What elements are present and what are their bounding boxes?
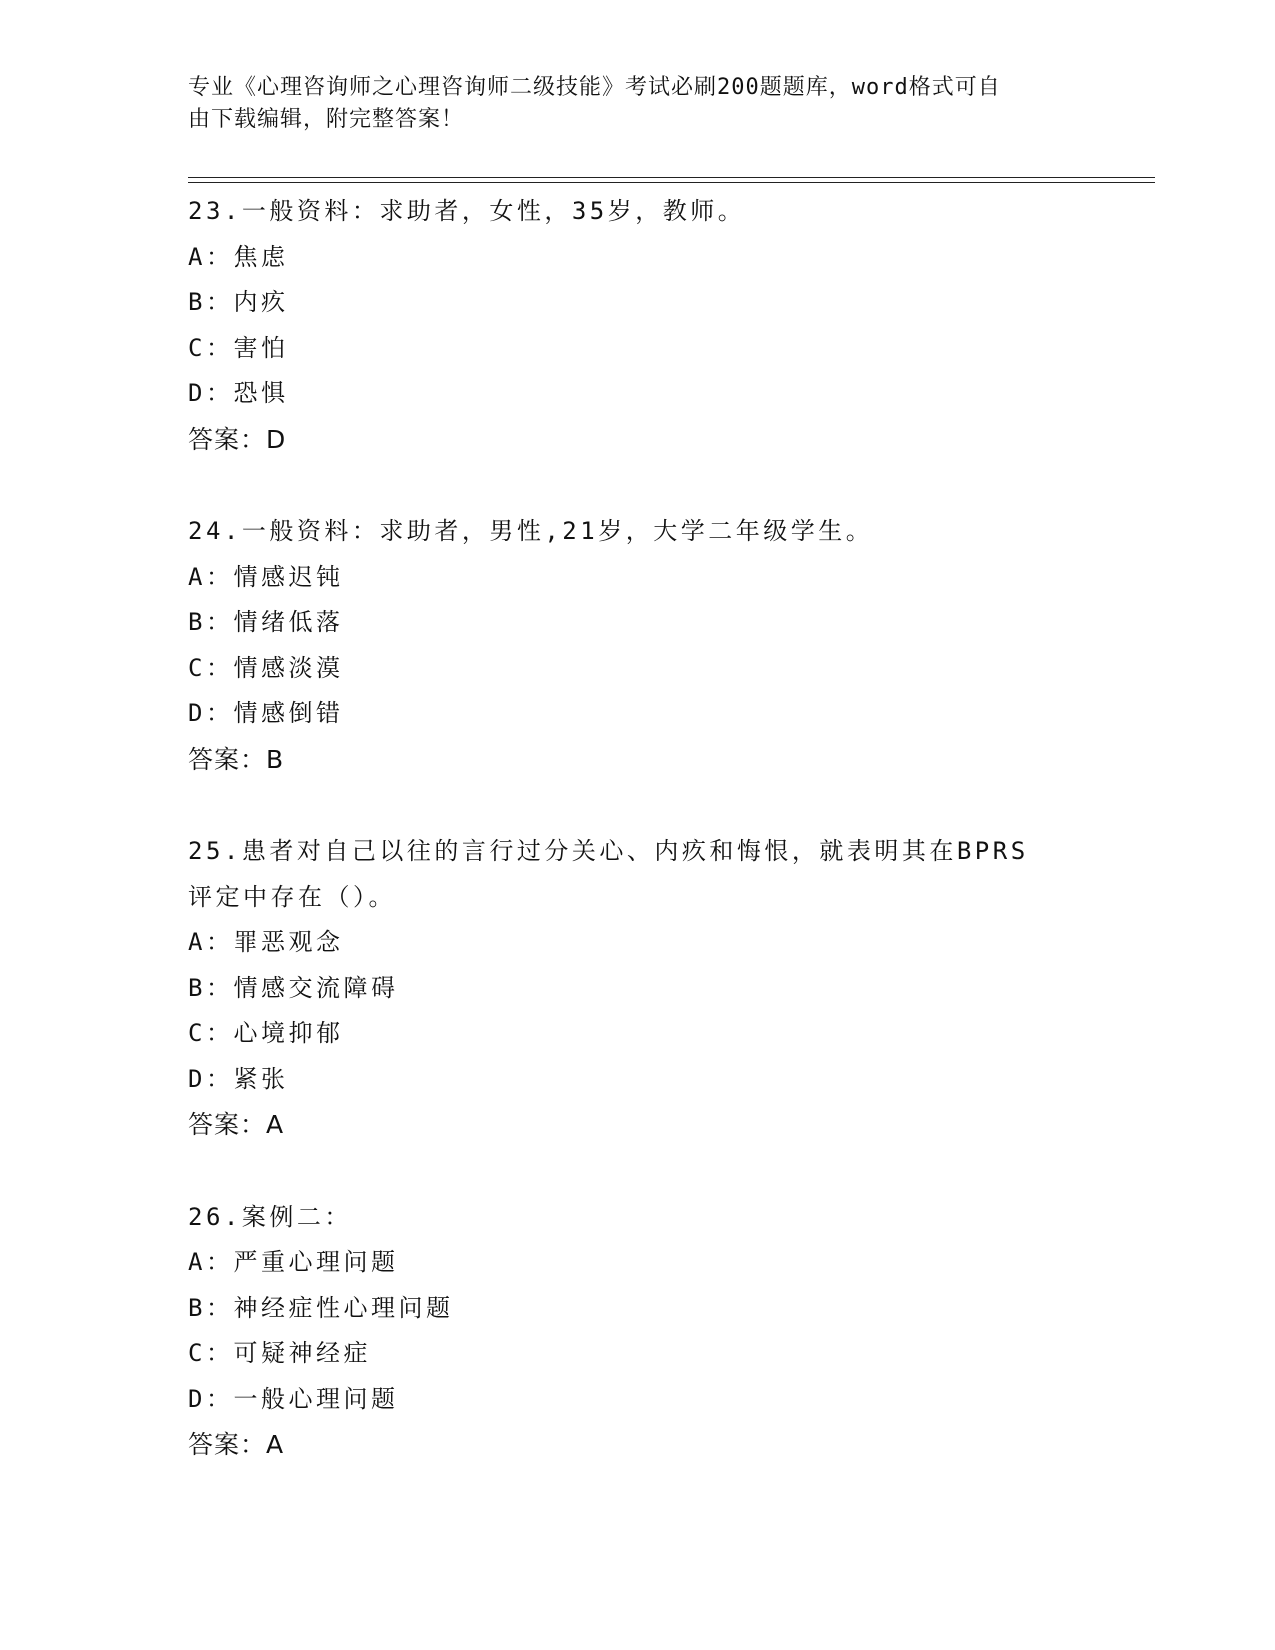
question-24 — [188, 509, 1088, 782]
answer-label: 答案：A — [188, 1110, 285, 1139]
answer-label: 答案：A — [188, 1430, 285, 1459]
option-b: B：情感交流障碍 — [188, 973, 399, 1002]
question-25 — [188, 829, 1088, 1148]
question-list — [188, 189, 1088, 1515]
option-c: C：情感淡漠 — [188, 653, 344, 682]
option-c: C：害怕 — [188, 333, 289, 362]
question-26 — [188, 1195, 1088, 1468]
option-b: B：神经症性心理问题 — [188, 1293, 454, 1322]
option-a: A：严重心理问题 — [188, 1248, 399, 1276]
question-text-line-1: 25.患者对自己以往的言行过分关心、内疚和悔恨，就表明其在BPRS — [188, 837, 1029, 865]
question-text: 26.案例二： — [188, 1202, 352, 1231]
header-line-1: 专业《心理咨询师之心理咨询师二级技能》考试必刷200题题库，word格式可自 — [188, 75, 1001, 100]
option-d: D：一般心理问题 — [188, 1384, 399, 1413]
question-23 — [188, 189, 1088, 462]
document-header — [188, 72, 1068, 136]
option-a: A：情感迟钝 — [188, 562, 344, 591]
option-a: A：焦虑 — [188, 242, 289, 271]
header-rule-top — [188, 177, 1155, 178]
question-text: 24.一般资料：求助者，男性,21岁，大学二年级学生。 — [188, 517, 874, 545]
option-d: D：紧张 — [188, 1064, 289, 1093]
option-a: A：罪恶观念 — [188, 928, 344, 956]
option-c: C：可疑神经症 — [188, 1339, 371, 1367]
answer-label: 答案：D — [188, 424, 287, 454]
question-text: 23.一般资料：求助者，女性，35岁，教师。 — [188, 197, 746, 225]
option-d: D：情感倒错 — [188, 699, 344, 727]
question-text-line-2: 评定中存在（）。 — [188, 882, 396, 911]
option-d: D：恐惧 — [188, 379, 289, 407]
answer-label: 答案：B — [188, 744, 285, 774]
option-b: B：情绪低落 — [188, 608, 344, 636]
option-c: C：心境抑郁 — [188, 1019, 344, 1047]
header-line-2: 由下载编辑，附完整答案！ — [188, 107, 465, 132]
option-b: B：内疚 — [188, 288, 289, 316]
header-rule-bottom — [188, 182, 1155, 183]
